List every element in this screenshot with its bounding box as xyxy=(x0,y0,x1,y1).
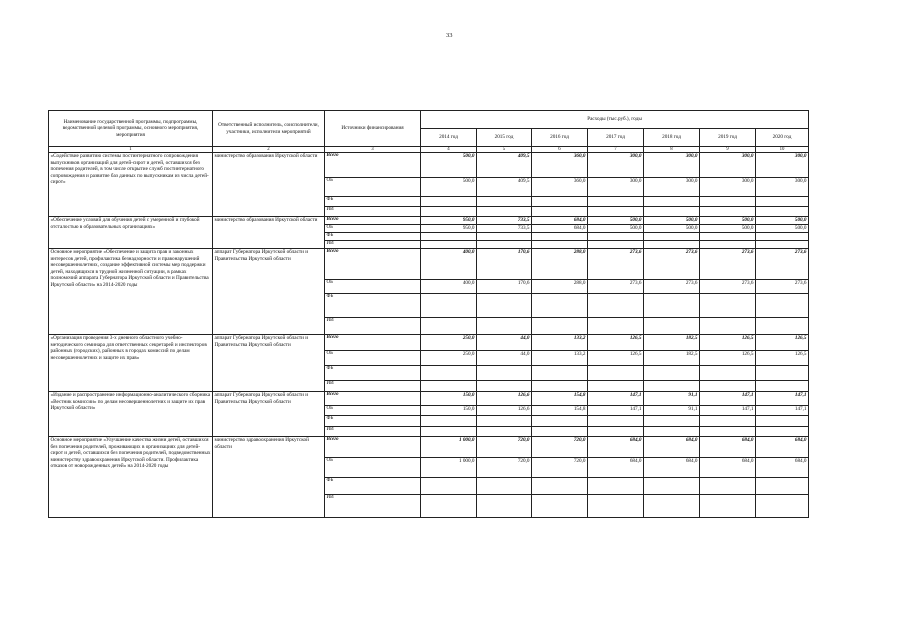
expense-value: 300,0 xyxy=(756,153,809,178)
expense-value xyxy=(532,207,588,217)
expense-value: 133,2 xyxy=(532,335,588,351)
funding-source: ОБ xyxy=(325,225,421,233)
expense-value xyxy=(588,233,644,241)
expense-value: 147,1 xyxy=(700,392,756,406)
column-number: 10 xyxy=(756,147,809,153)
expense-value xyxy=(588,318,644,335)
column-number: 4 xyxy=(421,147,477,153)
table-header xyxy=(49,111,809,153)
column-number: 5 xyxy=(477,147,532,153)
expense-value: 720,0 xyxy=(477,458,532,478)
expense-value xyxy=(700,197,756,207)
header-year: 2020 год xyxy=(756,129,809,147)
header-responsible-col: Ответственный исполнитель, соисполнители, участники, исполнители мероприятий xyxy=(213,111,325,147)
expense-value xyxy=(588,294,644,318)
funding-source: ОБ xyxy=(325,178,421,197)
expense-value xyxy=(700,366,756,381)
funding-source: ОБ xyxy=(325,458,421,478)
column-number: 8 xyxy=(644,147,700,153)
expense-value xyxy=(477,207,532,217)
funding-source: ОБ xyxy=(325,351,421,366)
expense-value: 133,2 xyxy=(532,351,588,366)
expense-value xyxy=(756,495,809,518)
funding-source: ФБ xyxy=(325,366,421,381)
expense-value xyxy=(644,495,700,518)
expense-value xyxy=(421,427,477,437)
expense-value xyxy=(588,478,644,495)
expense-value xyxy=(644,381,700,392)
expense-value: 684,0 xyxy=(756,458,809,478)
expense-value: 720,0 xyxy=(532,437,588,458)
expense-value: 684,0 xyxy=(532,217,588,225)
responsible-executor: аппарат Губернатора Иркутской области и Правительства Иркутской области xyxy=(213,392,325,437)
expense-value xyxy=(756,416,809,427)
expense-value: 300,0 xyxy=(588,178,644,197)
header-year: 2017 год xyxy=(588,129,644,147)
expense-value xyxy=(644,241,700,249)
expense-value: 170,6 xyxy=(477,249,532,280)
expense-value xyxy=(421,318,477,335)
expense-value: 147,1 xyxy=(756,392,809,406)
expense-value: 126,6 xyxy=(477,406,532,416)
expense-value xyxy=(588,207,644,217)
column-number: 3 xyxy=(325,147,421,153)
expense-value: 684,0 xyxy=(588,437,644,458)
expense-value: 126,5 xyxy=(700,351,756,366)
expense-value xyxy=(477,294,532,318)
table-row xyxy=(49,217,809,225)
expense-value xyxy=(532,366,588,381)
expense-value: 273,6 xyxy=(700,280,756,294)
funding-source: ОБ xyxy=(325,280,421,294)
expense-value: 500,0 xyxy=(644,225,700,233)
expense-value xyxy=(756,427,809,437)
expense-value xyxy=(532,318,588,335)
expense-value xyxy=(644,416,700,427)
budget-table xyxy=(48,110,809,518)
header-year: 2015 год xyxy=(477,129,532,147)
funding-source: Всего xyxy=(325,437,421,458)
expense-value: 300,0 xyxy=(644,178,700,197)
expense-value xyxy=(421,381,477,392)
funding-source: Всего xyxy=(325,153,421,178)
expense-value: 409,5 xyxy=(477,178,532,197)
expense-value: 300,0 xyxy=(644,153,700,178)
expense-value xyxy=(532,478,588,495)
expense-value: 44,0 xyxy=(477,351,532,366)
column-number: 9 xyxy=(700,147,756,153)
expense-value: 273,6 xyxy=(756,280,809,294)
activity-name: «Организация проведения 3-х дневного областного учебно-методического семинара для ответственных секретарей и инспекторов районных (городских), районных в городах комиссий по делам несовершеннолетних и защите их прав» xyxy=(49,335,213,392)
expense-value: 273,6 xyxy=(756,249,809,280)
funding-source: ИИ xyxy=(325,381,421,392)
activity-name: «Содействие развитию системы постинтернатного сопровождения выпускников организаций для детей-сирот и детей, оставшихся без попечения родителей, в том числе открытие служб постинтернатного сопровождения и развитие баз данных по выпускникам из числа детей-сирот» xyxy=(49,153,213,217)
expense-value: 360,0 xyxy=(532,153,588,178)
expense-value xyxy=(421,241,477,249)
expense-value xyxy=(532,233,588,241)
expense-value: 500,0 xyxy=(588,217,644,225)
expense-value xyxy=(700,294,756,318)
activity-name: Основное мероприятие «Обеспечение и защита прав и законных интересов детей, профилактика безнадзорности и правонарушений несовершеннолетних, создание эффективной системы мер поддержки детей, находящихся в трудной жизненной ситуации, в рамках полномочий аппарата Губернатора Иркутской области и Правительства Иркутской области» на 2014-2020 годы xyxy=(49,249,213,335)
expense-value xyxy=(532,381,588,392)
expense-value: 950,0 xyxy=(421,225,477,233)
expense-value xyxy=(700,233,756,241)
expense-value xyxy=(588,495,644,518)
expense-value xyxy=(421,478,477,495)
expense-value xyxy=(532,427,588,437)
expense-value: 684,0 xyxy=(532,225,588,233)
expense-value xyxy=(532,495,588,518)
activity-name: «Издание и распространение информационно-аналитического сборника «Вестник комиссии» по делам несовершеннолетних и защите их прав Иркутской области» xyxy=(49,392,213,437)
header-year: 2019 год xyxy=(700,129,756,147)
expense-value: 250,0 xyxy=(421,351,477,366)
expense-value xyxy=(756,366,809,381)
expense-value xyxy=(644,233,700,241)
expense-value: 1 000,0 xyxy=(421,437,477,458)
expense-value xyxy=(644,478,700,495)
funding-source: ФБ xyxy=(325,197,421,207)
expense-value: 126,6 xyxy=(477,392,532,406)
expense-value: 300,0 xyxy=(756,178,809,197)
header-year: 2016 год xyxy=(532,129,588,147)
expense-value xyxy=(588,427,644,437)
expense-value: 684,0 xyxy=(644,458,700,478)
expense-value: 684,0 xyxy=(756,437,809,458)
expense-value: 250,0 xyxy=(421,335,477,351)
funding-source: ИИ xyxy=(325,427,421,437)
expense-value: 500,0 xyxy=(421,178,477,197)
funding-source: ИИ xyxy=(325,495,421,518)
header-expenses: Расходы (тыс.руб.), годы xyxy=(421,111,809,129)
expense-value xyxy=(700,427,756,437)
expense-value: 150,0 xyxy=(421,406,477,416)
expense-value: 273,6 xyxy=(644,280,700,294)
expense-value xyxy=(477,197,532,207)
expense-value xyxy=(756,197,809,207)
expense-value xyxy=(477,478,532,495)
header-year: 2014 год xyxy=(421,129,477,147)
expense-value xyxy=(477,233,532,241)
expense-value xyxy=(477,366,532,381)
expense-value xyxy=(477,495,532,518)
expense-value: 684,0 xyxy=(588,458,644,478)
expense-value: 126,5 xyxy=(588,335,644,351)
table-row xyxy=(49,437,809,458)
expense-value xyxy=(756,318,809,335)
expense-value: 733,5 xyxy=(477,217,532,225)
expense-value: 500,0 xyxy=(421,153,477,178)
expense-value xyxy=(588,366,644,381)
expense-value: 500,0 xyxy=(644,217,700,225)
expense-value xyxy=(477,241,532,249)
expense-value xyxy=(588,197,644,207)
expense-value: 720,0 xyxy=(477,437,532,458)
expense-value xyxy=(644,207,700,217)
header-year: 2018 год xyxy=(644,129,700,147)
expense-value: 288,0 xyxy=(532,280,588,294)
expense-value xyxy=(421,416,477,427)
funding-source: ИИ xyxy=(325,318,421,335)
expense-value xyxy=(421,294,477,318)
funding-source: ФБ xyxy=(325,294,421,318)
activity-name: «Обеспечение условий для обучения детей с умеренной и глубокой отсталостью в образовательных организациях» xyxy=(49,217,213,249)
expense-value: 154,8 xyxy=(532,392,588,406)
responsible-executor: аппарат Губернатора Иркутской области и Правительства Иркутской области xyxy=(213,335,325,392)
funding-source: ОБ xyxy=(325,406,421,416)
expense-value xyxy=(477,318,532,335)
expense-value: 1 000,0 xyxy=(421,458,477,478)
expense-value: 684,0 xyxy=(700,437,756,458)
expense-value xyxy=(700,495,756,518)
expense-value: 147,1 xyxy=(588,406,644,416)
responsible-executor: министерство образования Иркутской области xyxy=(213,153,325,217)
expense-value: 300,0 xyxy=(700,153,756,178)
expense-value: 91,1 xyxy=(644,392,700,406)
expense-value xyxy=(756,381,809,392)
funding-source: ИИ xyxy=(325,207,421,217)
responsible-executor: министерство образования Иркутской области xyxy=(213,217,325,249)
table-row xyxy=(49,335,809,351)
expense-value xyxy=(588,381,644,392)
funding-source: Всего xyxy=(325,249,421,280)
expense-value: 182,5 xyxy=(644,351,700,366)
column-number: 1 xyxy=(49,147,213,153)
table-row xyxy=(49,249,809,280)
expense-value xyxy=(588,241,644,249)
expense-value xyxy=(700,381,756,392)
expense-value: 500,0 xyxy=(756,217,809,225)
expense-value xyxy=(644,197,700,207)
expense-value: 684,0 xyxy=(700,458,756,478)
activity-name: Основное мероприятие «Улучшение качества жизни детей, оставшихся без попечения родителей, проживающих в организациях для детей-сирот и детей, оставшихся без попечения родителей, подведомственных министерству здравоохранения Иркутской области. Профилактика отказов от новорожденных детей» на 2014-2020 годы xyxy=(49,437,213,518)
expense-value xyxy=(644,294,700,318)
expense-value: 409,5 xyxy=(477,153,532,178)
expense-value xyxy=(421,233,477,241)
expense-value xyxy=(756,241,809,249)
expense-value: 147,1 xyxy=(700,406,756,416)
expense-value: 170,6 xyxy=(477,280,532,294)
expense-value xyxy=(532,197,588,207)
column-number: 2 xyxy=(213,147,325,153)
expense-value: 500,0 xyxy=(700,217,756,225)
expense-value: 126,5 xyxy=(756,351,809,366)
expense-value: 126,5 xyxy=(700,335,756,351)
expense-value xyxy=(700,241,756,249)
expense-value: 182,5 xyxy=(644,335,700,351)
expense-value xyxy=(756,233,809,241)
expense-value: 684,0 xyxy=(644,437,700,458)
expense-value: 720,0 xyxy=(532,458,588,478)
column-number: 6 xyxy=(532,147,588,153)
funding-source: ФБ xyxy=(325,233,421,241)
expense-value: 400,0 xyxy=(421,249,477,280)
expense-value xyxy=(421,197,477,207)
expense-value: 300,0 xyxy=(700,178,756,197)
expense-value xyxy=(477,381,532,392)
header-source-col: Источники финансирования xyxy=(325,111,421,147)
expense-value: 950,0 xyxy=(421,217,477,225)
funding-source: Всего xyxy=(325,335,421,351)
expense-value: 147,1 xyxy=(756,406,809,416)
expense-value: 126,5 xyxy=(756,335,809,351)
expense-value xyxy=(756,478,809,495)
expense-value xyxy=(700,478,756,495)
expense-value xyxy=(532,294,588,318)
expense-value xyxy=(477,416,532,427)
expense-value: 91,1 xyxy=(644,406,700,416)
expense-value xyxy=(644,366,700,381)
expense-value xyxy=(532,241,588,249)
responsible-executor: министерство здравоохранения Иркутской области xyxy=(213,437,325,518)
page-number: 33 xyxy=(446,32,453,39)
expense-value xyxy=(644,318,700,335)
expense-value xyxy=(588,416,644,427)
expense-value: 400,0 xyxy=(421,280,477,294)
expense-value xyxy=(644,427,700,437)
expense-value: 154,8 xyxy=(532,406,588,416)
column-number: 7 xyxy=(588,147,644,153)
table-body xyxy=(49,153,809,518)
expense-value xyxy=(756,207,809,217)
expense-value: 150,0 xyxy=(421,392,477,406)
expense-value: 733,5 xyxy=(477,225,532,233)
expense-value: 273,6 xyxy=(588,249,644,280)
funding-source: Всего xyxy=(325,217,421,225)
expense-value xyxy=(700,416,756,427)
expense-value xyxy=(756,294,809,318)
expense-value: 500,0 xyxy=(588,225,644,233)
table-row xyxy=(49,153,809,178)
responsible-executor: аппарат Губернатора Иркутской области и Правительства Иркутской области xyxy=(213,249,325,335)
expense-value xyxy=(700,318,756,335)
expense-value: 273,6 xyxy=(588,280,644,294)
expense-value xyxy=(421,366,477,381)
table-row xyxy=(49,392,809,406)
expense-value xyxy=(532,416,588,427)
expense-value: 44,0 xyxy=(477,335,532,351)
expense-value: 500,0 xyxy=(700,225,756,233)
expense-value: 288,0 xyxy=(532,249,588,280)
funding-source: Всего xyxy=(325,392,421,406)
expense-value: 500,0 xyxy=(756,225,809,233)
expense-value xyxy=(477,427,532,437)
expense-value: 273,6 xyxy=(644,249,700,280)
expense-value xyxy=(421,207,477,217)
funding-source: ФБ xyxy=(325,478,421,495)
expense-value: 147,1 xyxy=(588,392,644,406)
expense-value xyxy=(421,495,477,518)
expense-value: 300,0 xyxy=(588,153,644,178)
header-name-col: Наименование государственной программы, подпрограммы, ведомственной целевой программы, основного мероприятия, мероприятия xyxy=(49,111,213,147)
funding-source: ИИ xyxy=(325,241,421,249)
expense-value xyxy=(700,207,756,217)
expense-value: 273,6 xyxy=(700,249,756,280)
funding-source: ФБ xyxy=(325,416,421,427)
expense-value: 360,0 xyxy=(532,178,588,197)
expense-value: 126,5 xyxy=(588,351,644,366)
